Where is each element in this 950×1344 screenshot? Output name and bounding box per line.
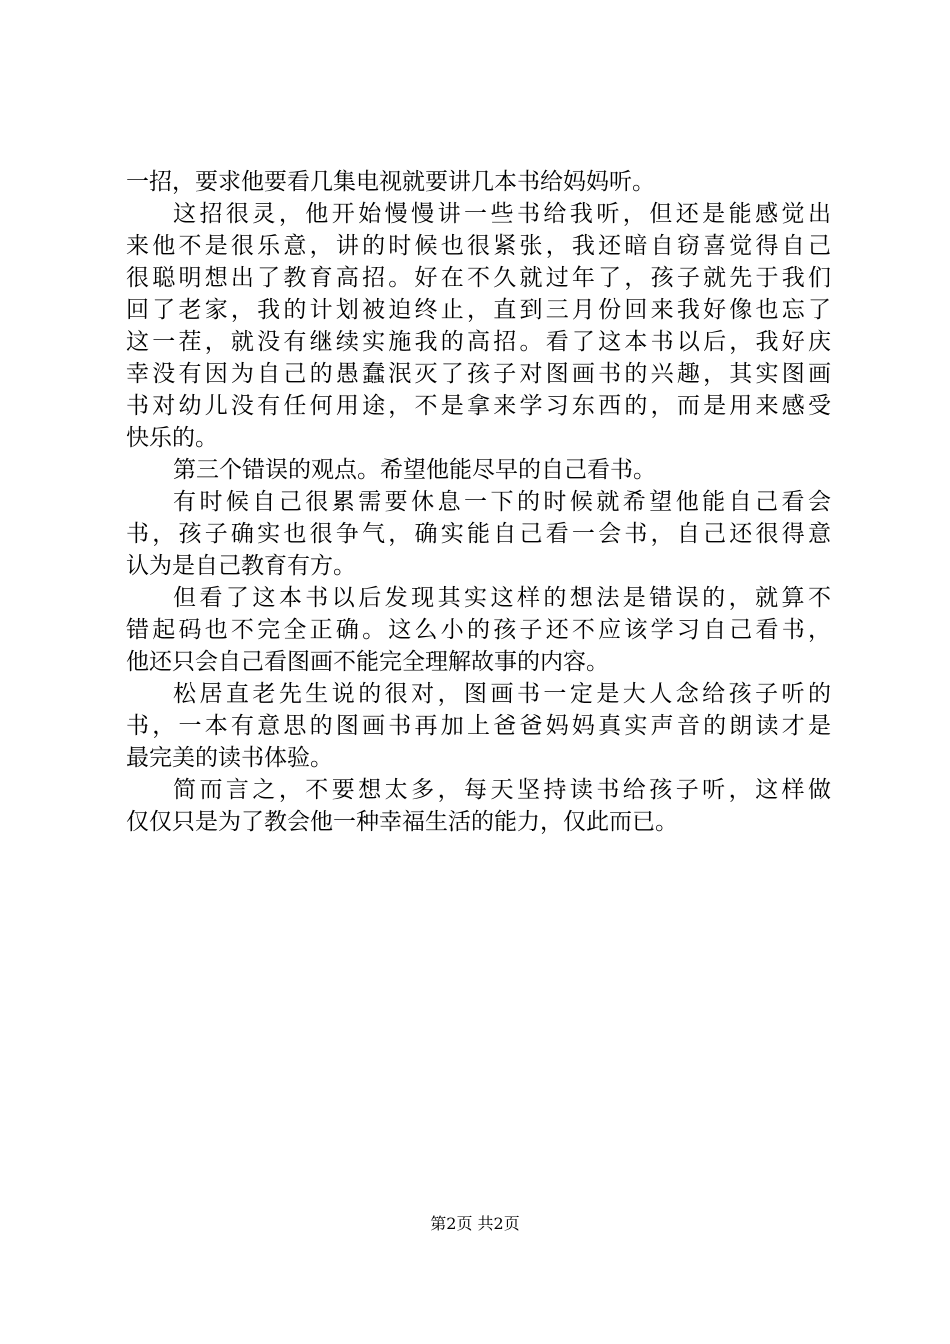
text-line: 最完美的读书体验。: [126, 745, 333, 771]
paragraph-realization: [126, 582, 831, 678]
text-line: 书对幼儿没有任何用途，不是拿来学习东西的，而是用来感受: [126, 393, 831, 419]
body-text: [126, 166, 831, 838]
text-line: 这招很灵，他开始慢慢讲一些书给我听，但还是能感觉出: [173, 201, 831, 227]
paragraph-matsui-quote: [126, 678, 831, 774]
text-line: 认为是自己教育有方。: [126, 553, 356, 579]
text-line: 简而言之，不要想太多，每天坚持读书给孩子听，这样做: [173, 777, 831, 803]
text-line: 很聪明想出了教育高招。好在不久就过年了，孩子就先于我们: [126, 265, 831, 291]
text-line: 错起码也不完全正确。这么小的孩子还不应该学习自己看书，: [126, 617, 831, 643]
page-number-footer: 第2页 共2页: [430, 1214, 520, 1233]
text-line: 第三个错误的观点。希望他能尽早的自己看书。: [173, 457, 656, 483]
paragraph-continuation: [126, 166, 831, 198]
paragraph-teaching-trick: [126, 198, 831, 454]
text-line: 书，孩子确实也很争气，确实能自己看一会书，自己还很得意: [126, 521, 831, 547]
text-line: 书，一本有意思的图画书再加上爸爸妈妈真实声音的朗读才是: [126, 713, 831, 739]
text-line: 幸没有因为自己的愚蠢泯灭了孩子对图画书的兴趣，其实图画: [126, 361, 831, 387]
text-line: 回了老家，我的计划被迫终止，直到三月份回来我好像也忘了: [126, 297, 831, 323]
text-line: 仅仅只是为了教会他一种幸福生活的能力，仅此而已。: [126, 809, 678, 835]
paragraph-third-mistake: [126, 454, 831, 486]
text-line: 这一茬，就没有继续实施我的高招。看了这本书以后，我好庆: [126, 329, 831, 355]
text-line: 他还只会自己看图画不能完全理解故事的内容。: [126, 649, 609, 675]
text-line: 来他不是很乐意，讲的时候也很紧张，我还暗自窃喜觉得自己: [126, 233, 831, 259]
text-line: 有时候自己很累需要休息一下的时候就希望他能自己看会: [173, 489, 831, 515]
paragraph-read-alone: [126, 486, 831, 582]
text-line: 快乐的。: [126, 425, 218, 451]
text-line: 一招，要求他要看几集电视就要讲几本书给妈妈听。: [126, 169, 655, 195]
text-line: 但看了这本书以后发现其实这样的想法是错误的，就算不: [173, 585, 831, 611]
paragraph-conclusion: [126, 774, 831, 838]
text-line: 松居直老先生说的很对，图画书一定是大人念给孩子听的: [173, 681, 831, 707]
